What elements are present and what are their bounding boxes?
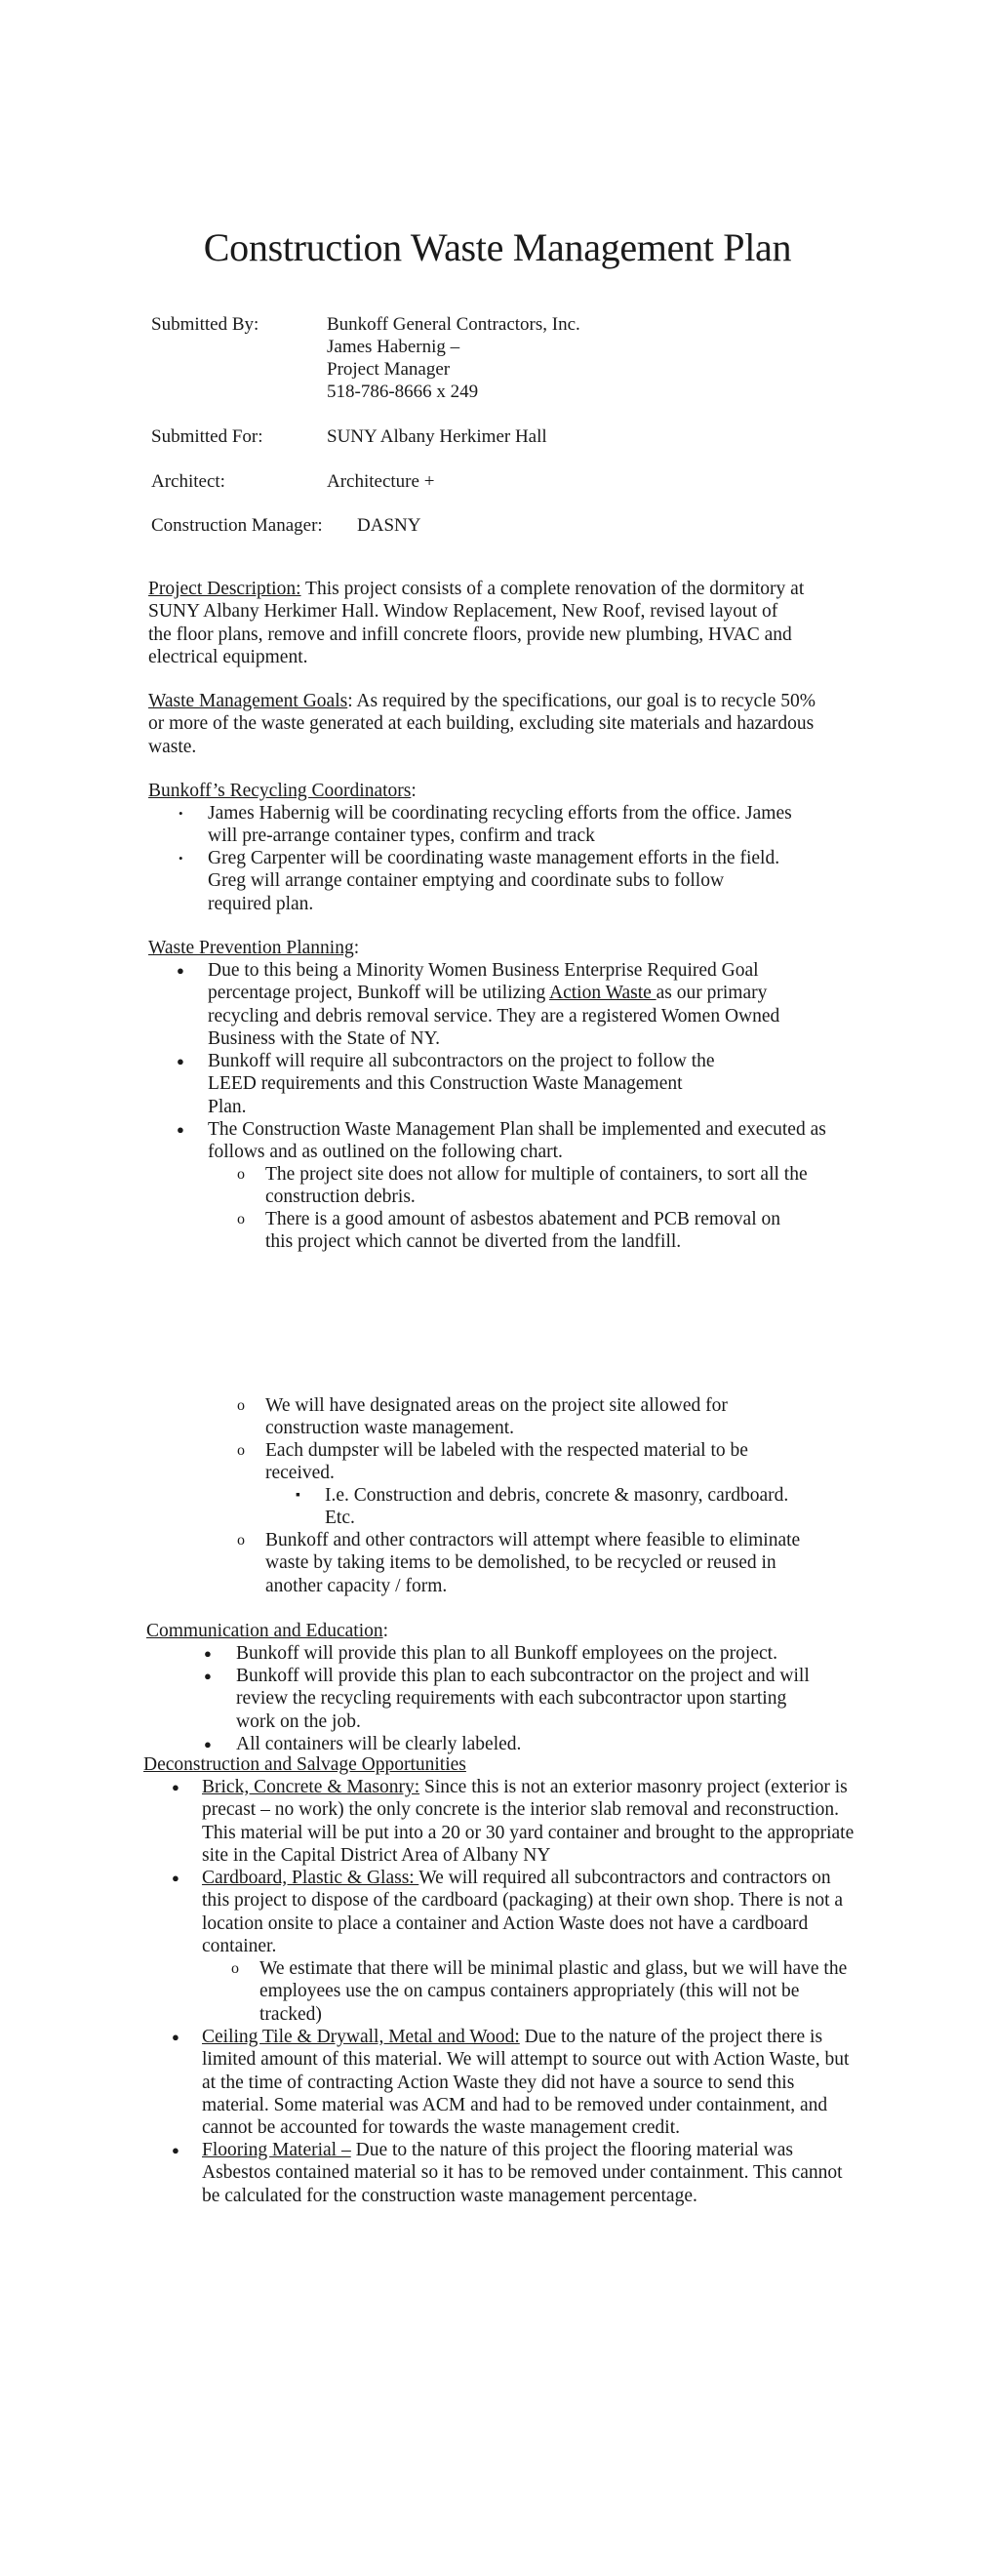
brick-label: Brick, Concrete & Masonry: [202, 1777, 420, 1797]
bullet-circle-icon: o [231, 1960, 239, 1977]
submitted-for-value: SUNY Albany Herkimer Hall [327, 426, 547, 447]
prevention-item-2: Bunkoff will require all subcontractors on the project to follow the LEED requirements and this Construction Waste Management Plan. [208, 1051, 715, 1117]
coordinator-item-2: Greg Carpenter will be coordinating waste management efforts in the field. Greg will arrange container emptying and coordinate subs to follow required plan. [208, 848, 780, 914]
communication-item-2: Bunkoff will provide this plan to each subcontractor on the project and will review the recycling requirements with each subcontractor upon starting work on the job. [236, 1666, 810, 1732]
salvage-cardboard: Cardboard, Plastic & Glass: We will required all subcontractors and contractors on this project to dispose of the cardboard (packaging) at their own shop. There is not a location onsite to place a container and Action Waste does not have a cardboard container. [202, 1868, 844, 1956]
architect-value: Architecture + [327, 471, 435, 492]
goals-heading: Waste Management Goals [148, 691, 348, 711]
bullet-circle-icon: o [237, 1442, 245, 1459]
waste-management-goals: Waste Management Goals: As required by the specifications, our goal is to recycle 50% or more of the waste generated at each building, excluding site materials and hazardous waste. [148, 691, 816, 757]
bullet-disc-icon: ● [177, 963, 184, 978]
bullet-square-icon: ▪ [296, 1488, 300, 1503]
bullet-disc-icon: ● [204, 1669, 212, 1683]
salvage-cardboard-sub: We estimate that there will be minimal plastic and glass, but we will have the employees use the on campus containers appropriately (this will not be tracked) [259, 1958, 848, 2025]
action-waste-link[interactable]: Action Waste [549, 983, 657, 1004]
communication-item-3: All containers will be clearly labeled. [236, 1734, 522, 1754]
prevention-sub-a: The project site does not allow for multiple of containers, to sort all the construction debris. [265, 1164, 808, 1208]
coordinator-item-1: James Habernig will be coordinating recycling efforts from the office. James will pre-arrange container types, confirm and track [208, 803, 792, 847]
submitted-by-company: Bunkoff General Contractors, Inc. [327, 314, 580, 335]
salvage-flooring: Flooring Material – Due to the nature of this project the flooring material was Asbestos contained material so it has to be removed under containment. This cannot be calculated for the construction waste management percentage. [202, 2140, 843, 2206]
submitted-by-phone: 518-786-8666 x 249 [327, 382, 479, 402]
coordinators-heading-row: Bunkoff’s Recycling Coordinators: [148, 781, 417, 801]
communication-heading-row: Communication and Education: [146, 1621, 389, 1641]
prevention-item-3: The Construction Waste Management Plan shall be implemented and executed as follows and as outlined on the following chart. [208, 1119, 826, 1163]
bullet-dot-icon: • [179, 806, 183, 821]
prevention-sub-e: Bunkoff and other contractors will attempt where feasible to eliminate waste by taking items to be demolished, to be recycled or reused in another capacity / form. [265, 1530, 801, 1596]
bullet-circle-icon: o [237, 1211, 245, 1228]
bullet-disc-icon: ● [172, 2030, 179, 2044]
bullet-circle-icon: o [237, 1532, 245, 1549]
salvage-heading: Deconstruction and Salvage Opportunities [143, 1754, 466, 1775]
prevention-sub-d: Each dumpster will be labeled with the respected material to be received. [265, 1440, 748, 1484]
prevention-sub-d-1: I.e. Construction and debris, concrete & masonry, cardboard. Etc. [325, 1485, 789, 1529]
submitted-by-role: Project Manager [327, 359, 451, 380]
communication-item-1: Bunkoff will provide this plan to all Bunkoff employees on the project. [236, 1643, 777, 1664]
bullet-circle-icon: o [237, 1397, 245, 1414]
construction-manager-label: Construction Manager: [151, 515, 323, 536]
submitted-by-label: Submitted By: [151, 314, 259, 335]
bullet-disc-icon: ● [204, 1737, 212, 1751]
project-description-heading: Project Description: [148, 579, 301, 599]
architect-label: Architect: [151, 471, 225, 492]
cardboard-label: Cardboard, Plastic & Glass: [202, 1868, 419, 1888]
bullet-disc-icon: ● [172, 1780, 179, 1794]
coordinators-heading: Bunkoff’s Recycling Coordinators [148, 781, 412, 801]
prevention-sub-b: There is a good amount of asbestos abatement and PCB removal on this project which cannot be diverted from the landfill. [265, 1209, 781, 1253]
submitted-for-label: Submitted For: [151, 426, 263, 447]
bullet-disc-icon: ● [204, 1646, 212, 1661]
ceiling-label: Ceiling Tile & Drywall, Metal and Wood: [202, 2027, 520, 2047]
bullet-disc-icon: ● [172, 1871, 179, 1885]
salvage-brick: Brick, Concrete & Masonry: Since this is not an exterior masonry project (exterior is precast – no work) the only concrete is the interior slab removal and reconstruction. This material will be put into a 20 or 30 yard container and brought to the appropriate site in the Capital District Area of Albany NY [202, 1777, 855, 1866]
salvage-heading-row [143, 1753, 846, 1776]
bullet-dot-icon: • [179, 851, 183, 865]
prevention-item-1: Due to this being a Minority Women Business Enterprise Required Goal percentage project, Bunkoff will be utilizing Action Waste as our primary recycling and debris removal service. They are a registered Women Owned Business with the State of NY. [208, 960, 780, 1049]
bullet-disc-icon: ● [177, 1054, 184, 1068]
bullet-disc-icon: ● [177, 1122, 184, 1137]
prevention-sub-c: We will have designated areas on the project site allowed for construction waste management. [265, 1395, 728, 1439]
salvage-ceiling: Ceiling Tile & Drywall, Metal and Wood: Due to the nature of the project there is limited amount of this material. We will attempt to source out with Action Waste, but at the time of contracting Action Waste they did not have a source to send this material. Some material was ACM and had to be removed under containment, and cannot be accounted for towards the waste management credit. [202, 2027, 850, 2139]
bullet-disc-icon: ● [172, 2143, 179, 2157]
bullet-circle-icon: o [237, 1166, 245, 1183]
communication-heading: Communication and Education [146, 1621, 383, 1641]
page-title: Construction Waste Management Plan [203, 225, 792, 269]
prevention-heading-row: Waste Prevention Planning: [148, 938, 360, 958]
submitted-by-contact: James Habernig – [327, 337, 460, 357]
flooring-label: Flooring Material – [202, 2140, 351, 2160]
prevention-heading: Waste Prevention Planning [148, 938, 354, 958]
project-description: Project Description: This project consists of a complete renovation of the dormitory at SUNY Albany Herkimer Hall. Window Replacement, New Roof, revised layout of the floor plans, remove and infill concrete floors, provide new plumbing, HVAC and electrical equipment. [148, 579, 805, 667]
construction-manager-value: DASNY [357, 515, 421, 536]
